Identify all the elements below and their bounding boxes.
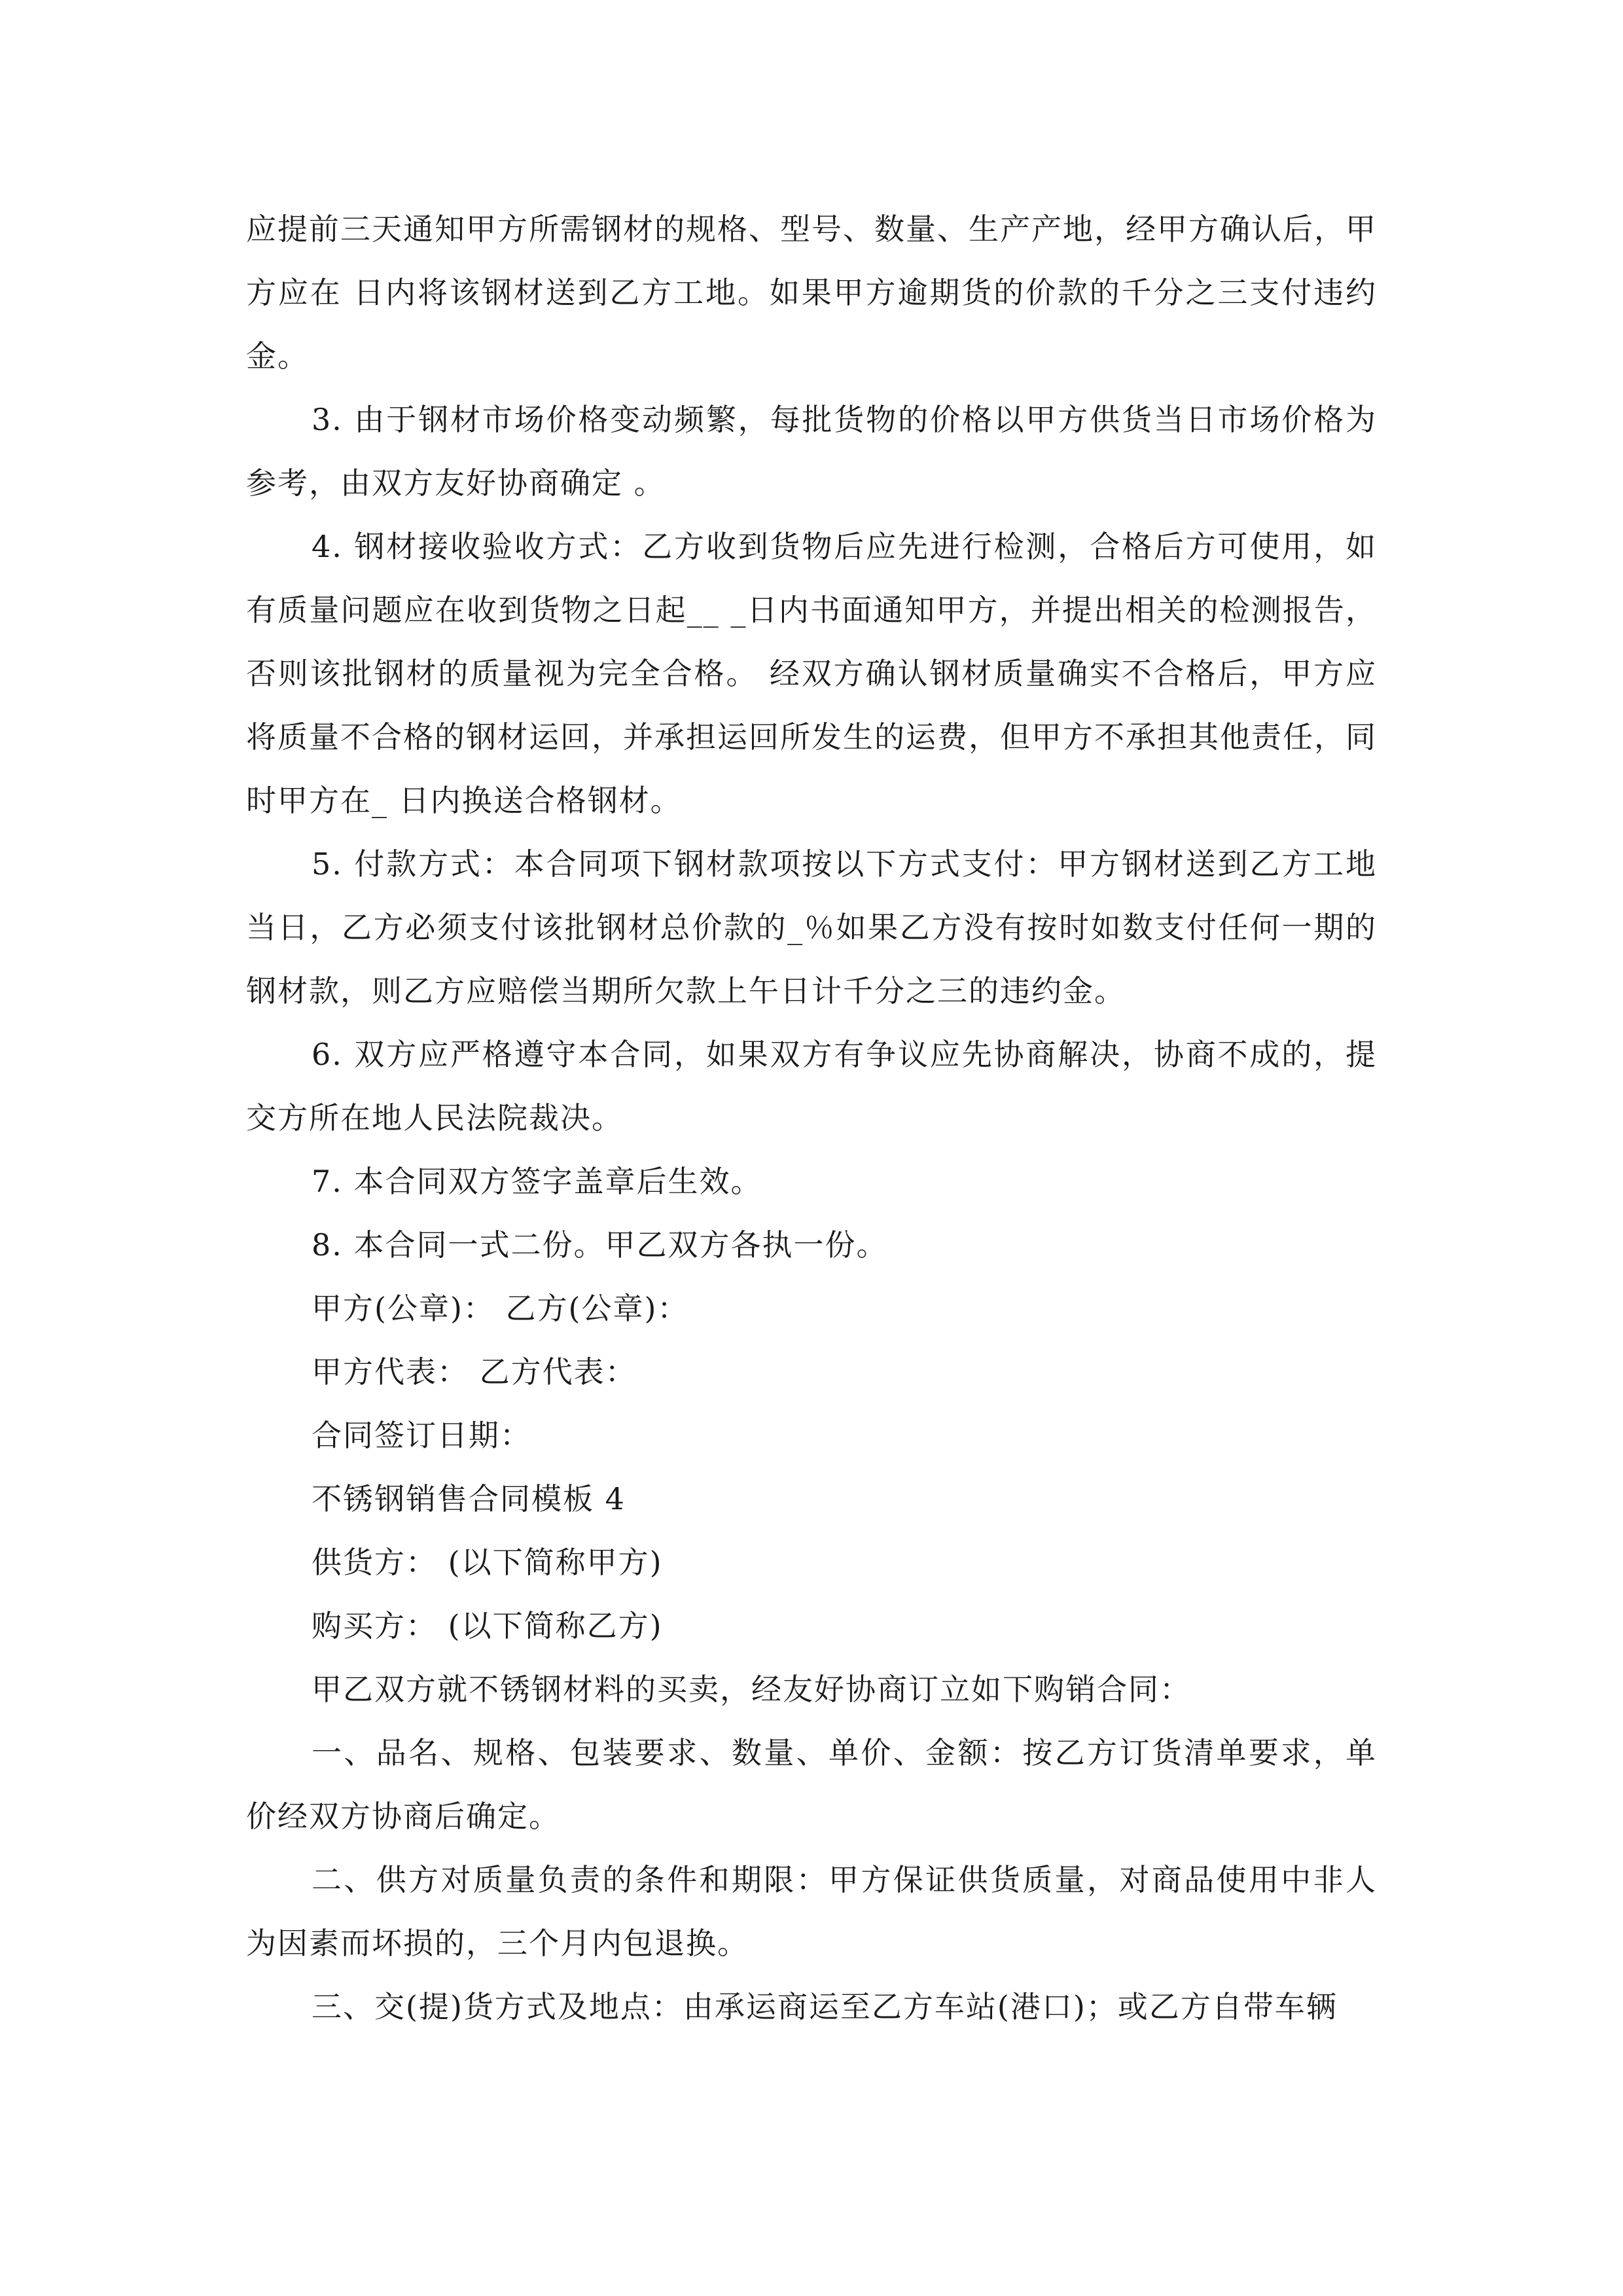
signing-date-line: 合同签订日期：: [312, 1418, 531, 1453]
supplier-line: 供货方： (以下简称甲方): [312, 1545, 663, 1580]
paragraph-clause-8: 8. 本合同一式二份。甲乙双方各执一份。: [312, 1227, 888, 1263]
paragraph-clause-7: 7. 本合同双方签字盖章后生效。: [312, 1164, 762, 1199]
paragraph-article-3: 三、交(提)货方式及地点：由承运商运至乙方车站(港口)；或乙方自带车辆: [312, 1989, 1338, 2024]
paragraph-clause-3: 3. 由于钢材市场价格变动频繁，每批货物的价格以甲方供货当日市场价格为参考，由双方友好协商确定 。: [246, 402, 1377, 501]
section-title: 不锈钢销售合同模板 4: [312, 1481, 626, 1516]
signature-seal-line: 甲方(公章)： 乙方(公章)：: [312, 1291, 689, 1326]
paragraph-article-1: 一、品名、规格、包装要求、数量、单价、金额：按乙方订货清单要求，单价经双方协商后确定。: [246, 1735, 1377, 1834]
paragraph-article-2: 二、供方对质量负责的条件和期限：甲方保证供货质量，对商品使用中非人为因素而坏损的，三个月内包退换。: [246, 1862, 1377, 1961]
signature-representative-line: 甲方代表： 乙方代表：: [312, 1354, 637, 1390]
paragraph-clause-5: 5. 付款方式：本合同项下钢材款项按以下方式支付：甲方钢材送到乙方工地当日，乙方必须支付该批钢材总价款的_％如果乙方没有按时如数支付任何一期的钢材款，则乙方应赔偿当期所欠款上午日计千分之三的违约金。: [246, 846, 1377, 1009]
paragraph-clause-4: 4. 钢材接收验收方式：乙方收到货物后应先进行检测，合格后方可使用，如有质量问题应在收到货物之日起__ _日内书面通知甲方，并提出相关的检测报告，否则该批钢材的质量视为完全合格。 经双方确认钢材质量确实不合格后，甲方应将质量不合格的钢材运回，并承担运回所发生的运费，但甲方不承担其他责任，同时甲方在_ 日内换送合格钢材。: [246, 529, 1377, 818]
paragraph-clause-6: 6. 双方应严格遵守本合同，如果双方有争议应先协商解决，协商不成的，提交方所在地人民法院裁决。: [246, 1037, 1377, 1136]
buyer-line: 购买方： (以下简称乙方): [312, 1608, 663, 1643]
paragraph-continuation: 应提前三天通知甲方所需钢材的规格、型号、数量、生产产地，经甲方确认后，甲方应在 日内将该钢材送到乙方工地。如果甲方逾期货的价款的千分之三支付违约金。: [246, 211, 1377, 374]
document-body: [246, 198, 1377, 2039]
paragraph-intro: 甲乙双方就不锈钢材料的买卖，经友好协商订立如下购销合同：: [312, 1672, 1191, 1707]
